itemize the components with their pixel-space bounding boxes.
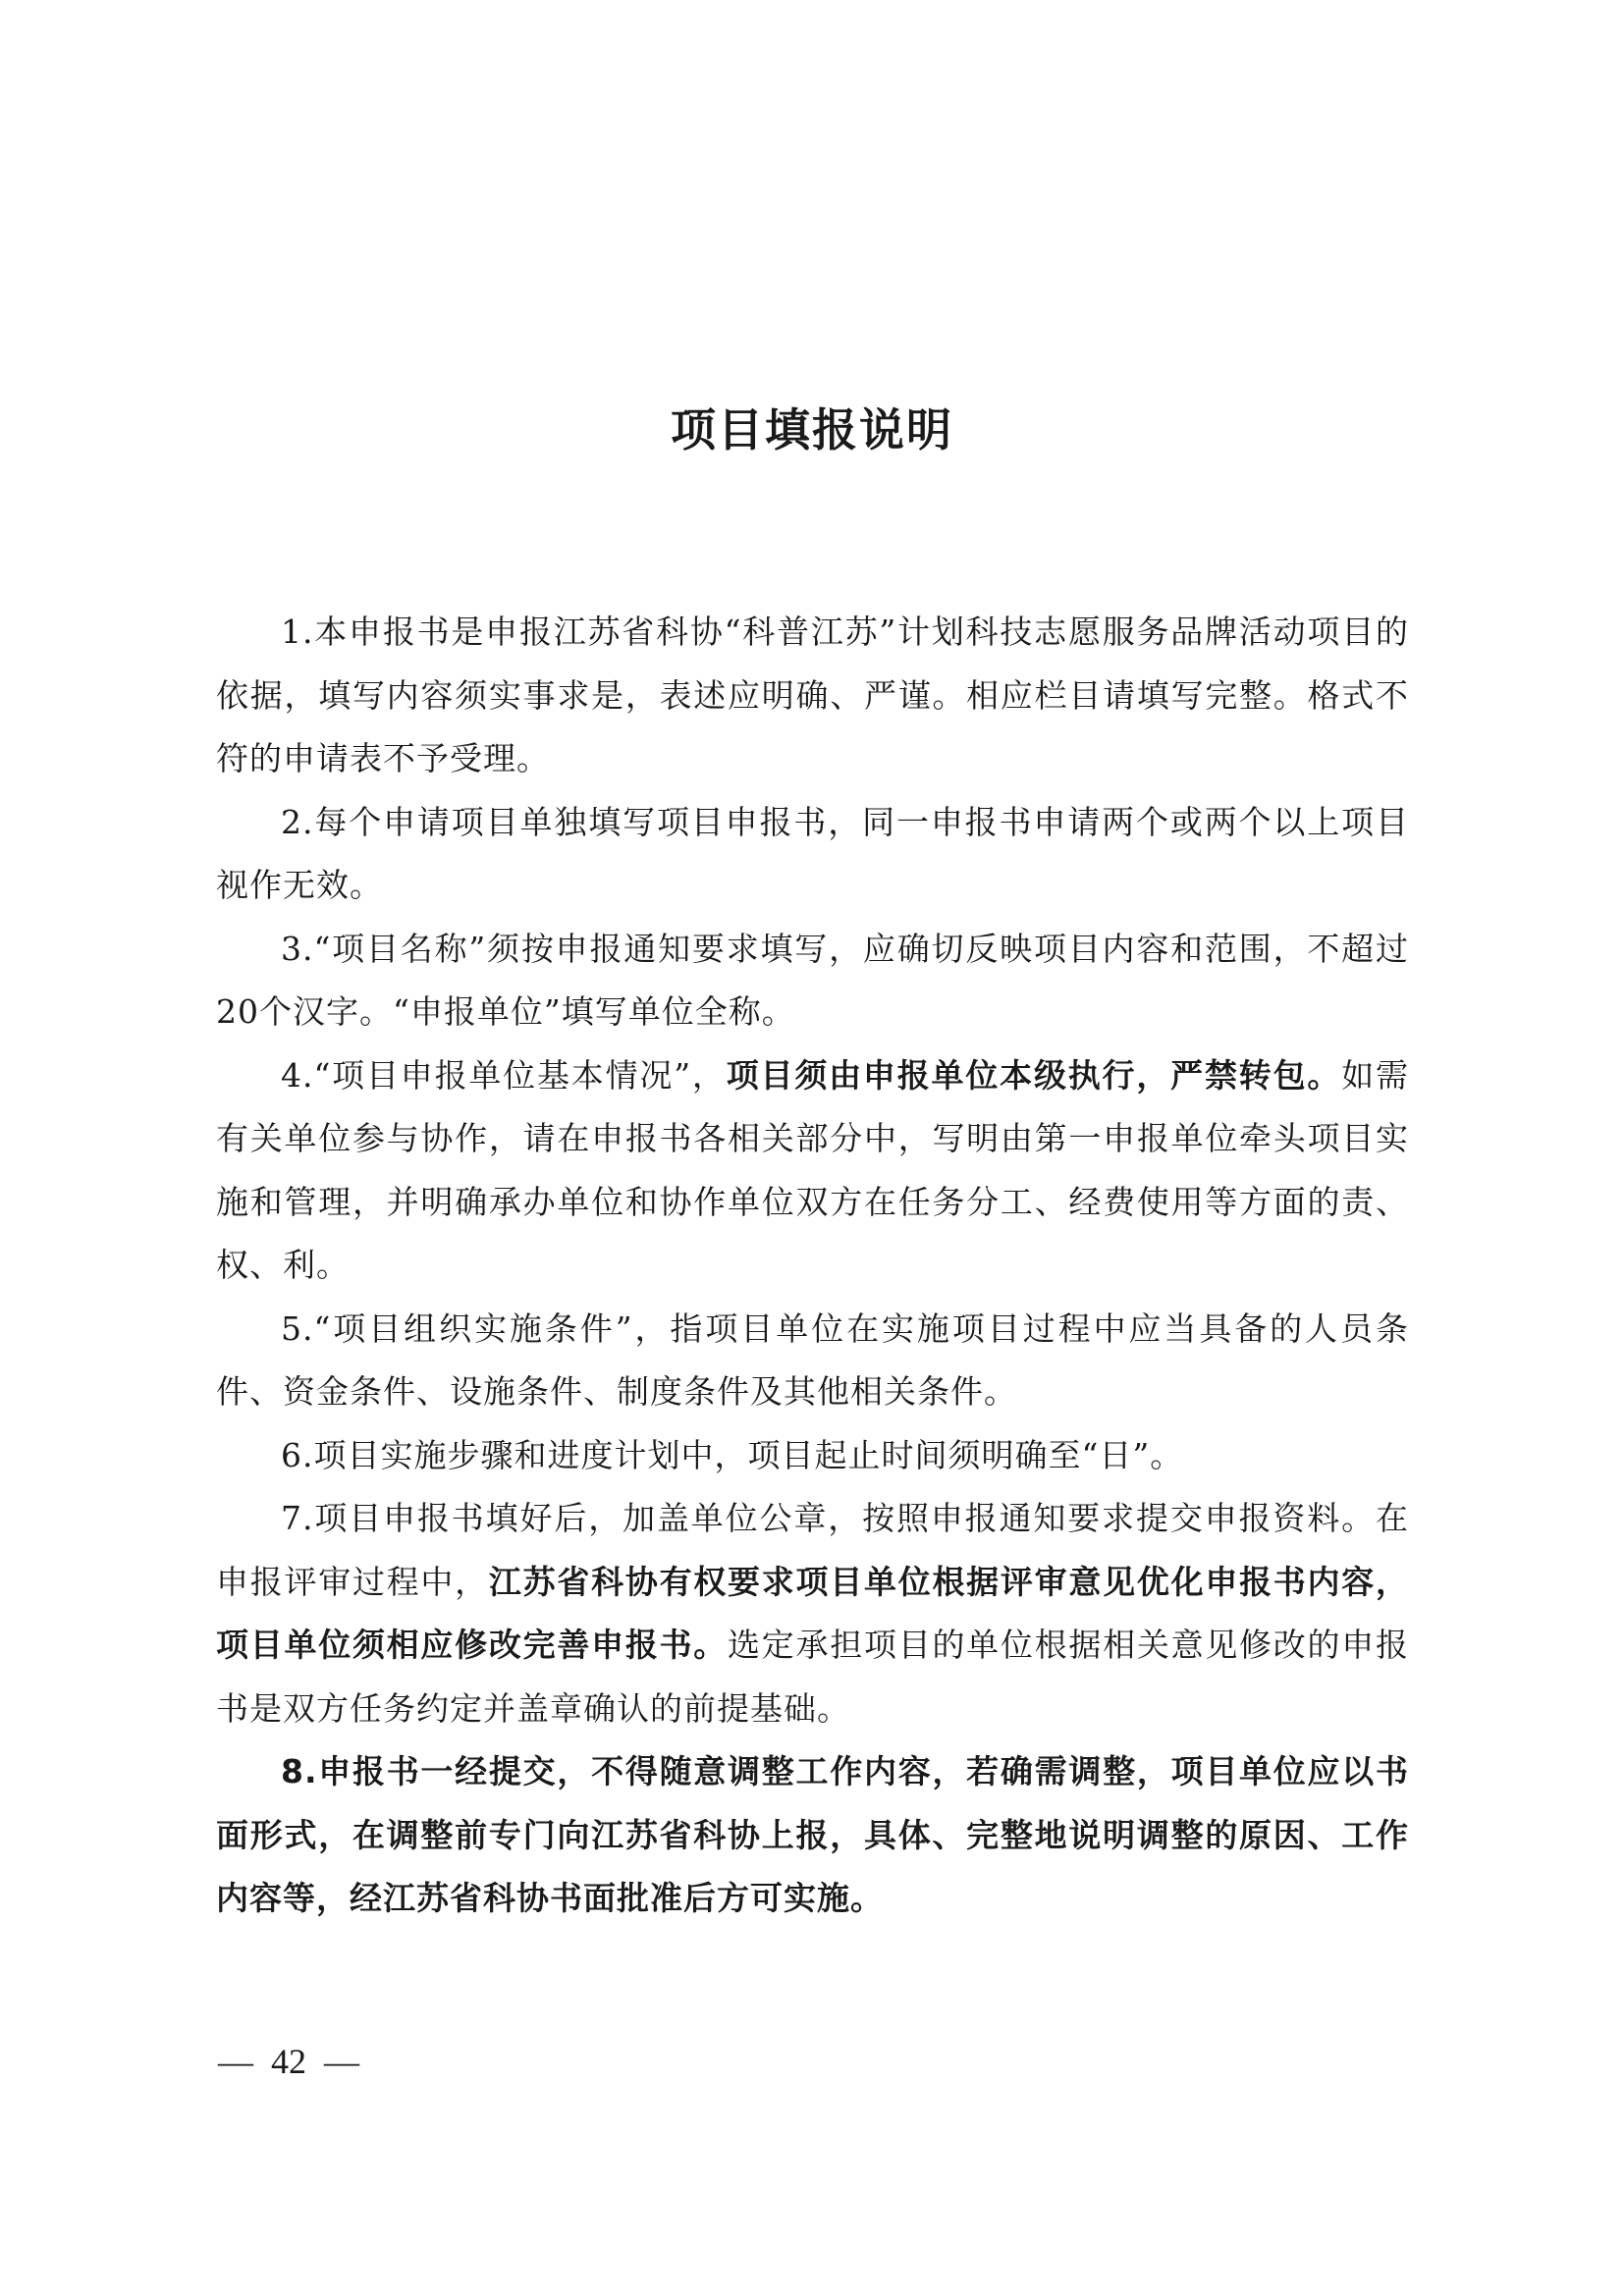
- instruction-item-3: [216, 918, 1409, 1044]
- instruction-text: 选定承担项目的单位根据相关意见修改的申报书是双方任务约定并盖章确认的前提基础。: [216, 1626, 1410, 1728]
- page-footer: [218, 2040, 359, 2083]
- instruction-emphasis: 8.申报书一经提交，不得随意调整工作内容，若确需调整，项目单位应以书面形式，在调整前专门向江苏省科协上报，具体、完整地说明调整的原因、工作内容等，经江苏省科协书面批准后方可实施。: [216, 1752, 1409, 1917]
- instruction-item-7: [216, 1487, 1409, 1740]
- instruction-text: 6.项目实施步骤和进度计划中，项目起止时间须明确至“日”。: [281, 1435, 1184, 1474]
- instructions-body: [216, 601, 1409, 1931]
- footer-dash-left: —: [218, 2042, 253, 2081]
- instruction-item-5: [216, 1298, 1409, 1424]
- instruction-text: 2.每个申请项目单独填写项目申报书，同一申报书申请两个或两个以上项目视作无效。: [216, 802, 1409, 904]
- footer-dash-right: —: [324, 2042, 359, 2081]
- instruction-text: 5.“项目组织实施条件”，指项目单位在实施项目过程中应当具备的人员条件、资金条件、设施条件、制度条件及其他相关条件。: [216, 1308, 1409, 1411]
- instruction-item-4: [216, 1044, 1409, 1298]
- instruction-emphasis: 江苏省科协有权要求项目单位根据评审意见优化申报书内容，项目单位须相应修改完善申报书。: [216, 1562, 1410, 1664]
- instruction-item-8: [216, 1740, 1409, 1931]
- page-number: 42: [271, 2042, 306, 2081]
- instruction-text: 3.“项目名称”须按申报通知要求填写，应确切反映项目内容和范围，不超过20个汉字。“申报单位”填写单位全称。: [216, 929, 1409, 1031]
- instruction-item-6: [216, 1424, 1409, 1488]
- instruction-text: 如需有关单位参与协作，请在申报书各相关部分中，写明由第一申报单位牵头项目实施和管理，并明确承办单位和协作单位双方在任务分工、经费使用等方面的责、权、利。: [216, 1055, 1410, 1284]
- instruction-text: 4.“项目申报单位基本情况”，: [281, 1055, 727, 1095]
- page-title: 项目填报说明: [671, 403, 953, 456]
- instruction-item-2: [216, 791, 1409, 918]
- instruction-emphasis: 项目须由申报单位本级执行，严禁转包。: [726, 1055, 1342, 1095]
- instruction-text: 7.项目申报书填好后，加盖单位公章，按照申报通知要求提交申报资料。在申报评审过程中，: [216, 1499, 1409, 1601]
- instruction-item-1: [216, 601, 1409, 791]
- instruction-text: 1.本申报书是申报江苏省科协“科普江苏”计划科技志愿服务品牌活动项目的依据，填写内容须实事求是，表述应明确、严谨。相应栏目请填写完整。格式不符的申请表不予受理。: [216, 613, 1409, 777]
